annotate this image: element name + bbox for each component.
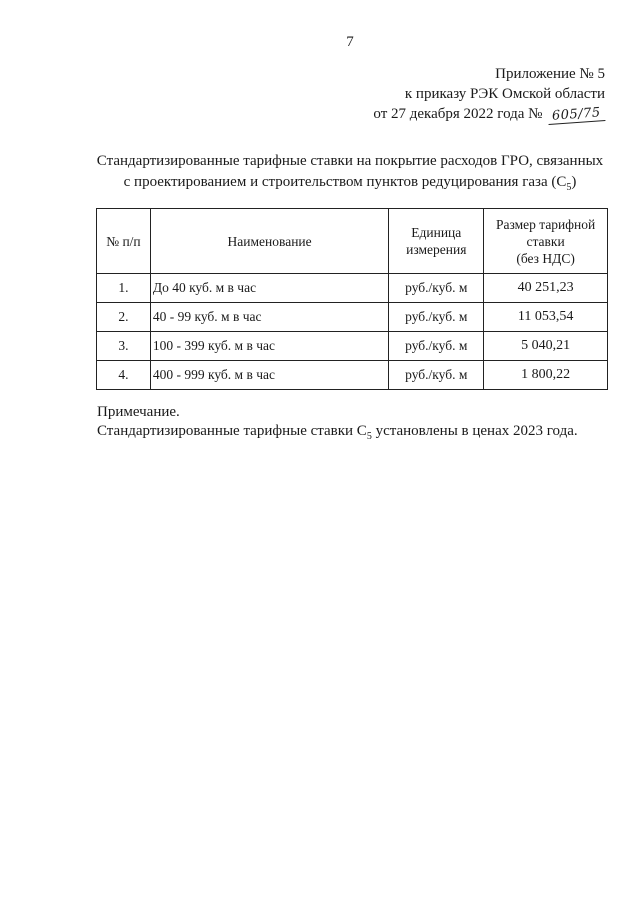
header-unit-line-1: Единица — [411, 225, 462, 240]
header-unit — [389, 209, 484, 274]
document-title — [80, 151, 620, 198]
row-value: 11 053,54 — [484, 303, 608, 332]
note-text-suffix: установлены в ценах 2023 года. — [371, 423, 578, 439]
appendix-header — [373, 64, 605, 124]
row-name: До 40 куб. м в час — [150, 274, 388, 303]
header-unit-line-2: измерения — [406, 242, 467, 257]
row-name: 40 - 99 куб. м в час — [150, 303, 388, 332]
row-num: 3. — [97, 332, 151, 361]
title-line-2-text: с проектированием и строительством пунктов редуцирования газа (С — [123, 174, 567, 190]
row-num: 1. — [97, 274, 151, 303]
row-value: 5 040,21 — [484, 332, 608, 361]
handwritten-order-number: 605/75 — [548, 106, 606, 125]
table-row — [97, 274, 608, 303]
header-value-line-2: ставки — [526, 233, 565, 249]
row-value: 40 251,23 — [484, 274, 608, 303]
row-unit: руб./куб. м — [389, 361, 484, 390]
row-value: 1 800,22 — [484, 361, 608, 390]
note-heading: Примечание. — [97, 404, 180, 420]
table-header-row — [97, 209, 608, 274]
note-text — [97, 422, 578, 446]
row-unit: руб./куб. м — [389, 303, 484, 332]
title-line-1: Стандартизированные тарифные ставки на покрытие расходов ГРО, связанных — [96, 153, 604, 169]
header-value-line-1: Размер тарифной — [495, 216, 596, 232]
header-value-line-3: (без НДС) — [516, 250, 575, 266]
appendix-order-date — [373, 104, 605, 124]
row-name: 100 - 399 куб. м в час — [150, 332, 388, 361]
row-unit: руб./куб. м — [389, 274, 484, 303]
appendix-order-date-text: от 27 декабря 2022 года № — [373, 106, 543, 122]
header-name: Наименование — [150, 209, 388, 274]
table-row — [97, 361, 608, 390]
note-subscript: 5 — [366, 431, 372, 442]
title-line-2-close: ) — [571, 174, 577, 190]
row-num: 2. — [97, 303, 151, 332]
table-row — [97, 332, 608, 361]
header-value — [484, 209, 608, 274]
header-num: № п/п — [97, 209, 151, 274]
tariff-rates-table — [96, 208, 608, 390]
row-num: 4. — [97, 361, 151, 390]
title-line-2 — [80, 172, 620, 198]
page-number: 7 — [346, 34, 354, 50]
note-text-prefix: Стандартизированные тарифные ставки С — [97, 423, 367, 439]
table-row — [97, 303, 608, 332]
appendix-title: Приложение № 5 — [495, 66, 605, 82]
note-section — [97, 403, 578, 446]
appendix-order-reference: к приказу РЭК Омской области — [404, 86, 605, 102]
row-unit: руб./куб. м — [389, 332, 484, 361]
row-name: 400 - 999 куб. м в час — [150, 361, 388, 390]
title-subscript: 5 — [566, 182, 572, 193]
